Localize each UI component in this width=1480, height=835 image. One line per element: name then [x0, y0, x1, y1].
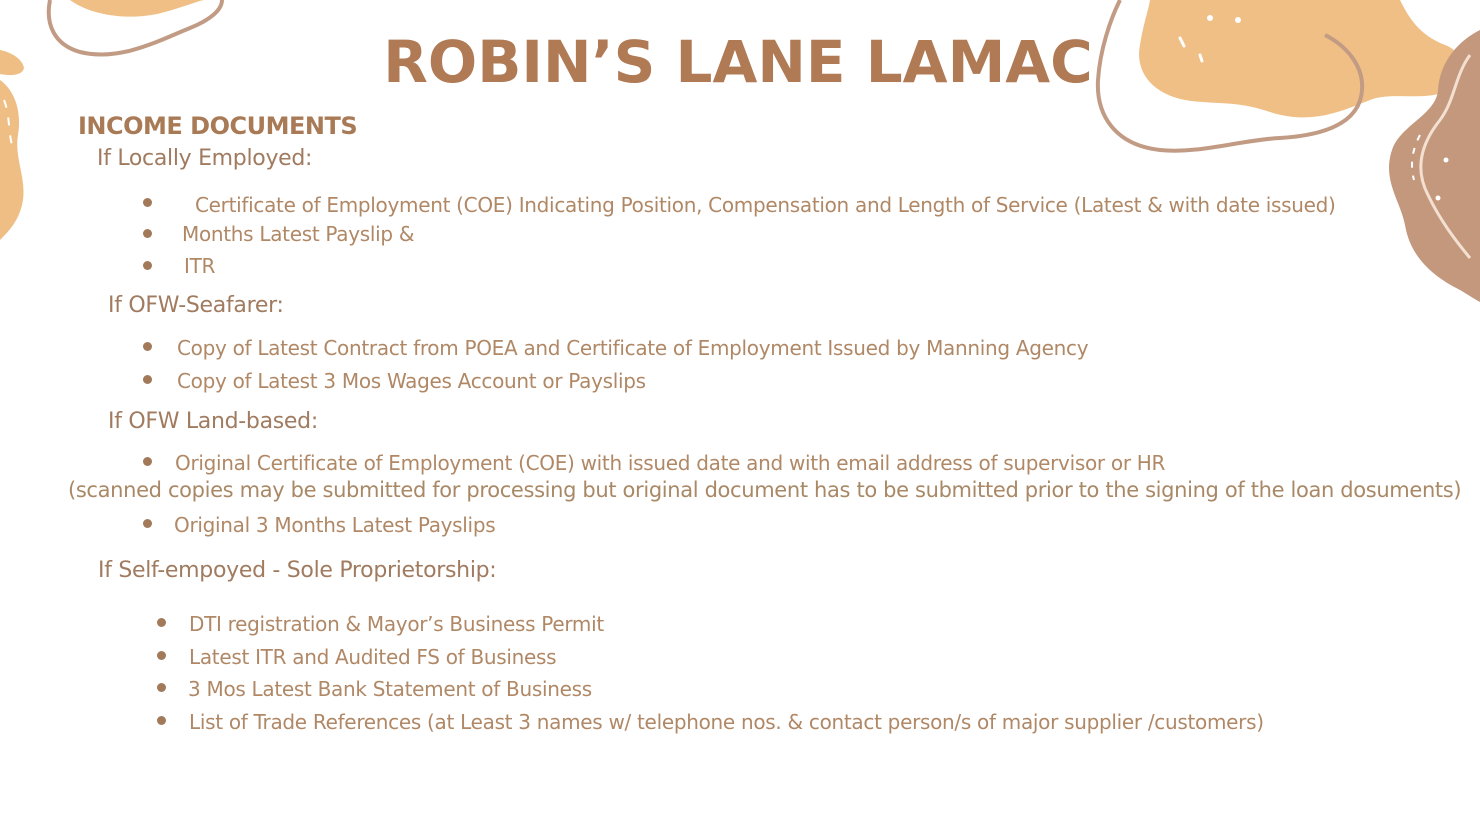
left-edge-blob	[0, 80, 24, 240]
bullet	[143, 342, 152, 351]
bullet	[157, 651, 166, 660]
list-item: Latest ITR and Audited FS of Business	[189, 645, 557, 669]
bullet	[143, 261, 152, 270]
list-item: Copy of Latest Contract from POEA and Certificate of Employment Issued by Manning Agency	[177, 336, 1089, 360]
bullet	[143, 198, 152, 207]
bullet	[157, 683, 166, 692]
page-title: ROBIN’S LANE LAMAC	[383, 28, 1093, 96]
group-heading-ofw-seafarer: If OFW-Seafarer:	[108, 293, 284, 318]
list-item: Months Latest Payslip &	[182, 222, 415, 246]
group-heading-ofw-land-based: If OFW Land-based:	[108, 409, 318, 434]
list-item: DTI registration & Mayor’s Business Permit	[189, 612, 604, 636]
bullet	[143, 457, 152, 466]
section-heading: INCOME DOCUMENTS	[78, 112, 358, 140]
list-item: Certificate of Employment (COE) Indicating Position, Compensation and Length of Service (Latest & with date issued)	[195, 193, 1336, 217]
group-heading-self-employed: If Self-empoyed - Sole Proprietorship:	[98, 558, 497, 583]
bullet	[157, 716, 166, 725]
list-item: ITR	[184, 254, 216, 278]
list-item: 3 Mos Latest Bank Statement of Business	[188, 677, 592, 701]
list-item: Original Certificate of Employment (COE) with issued date and with email address of supervisor or HR	[175, 451, 1166, 475]
group-heading-locally-employed: If Locally Employed:	[97, 146, 313, 171]
note: (scanned copies may be submitted for processing but original document has to be submitted prior to the signing of the loan dosuments)	[68, 478, 1462, 502]
bullet	[157, 618, 166, 627]
top-left-blob	[70, 0, 205, 17]
bullet	[143, 375, 152, 384]
list-item: Copy of Latest 3 Mos Wages Account or Payslips	[177, 369, 646, 393]
list-item: Original 3 Months Latest Payslips	[174, 513, 496, 537]
bullet	[143, 229, 152, 238]
list-item: List of Trade References (at Least 3 names w/ telephone nos. & contact person/s of major supplier /customers)	[189, 710, 1264, 734]
bullet	[143, 519, 152, 528]
